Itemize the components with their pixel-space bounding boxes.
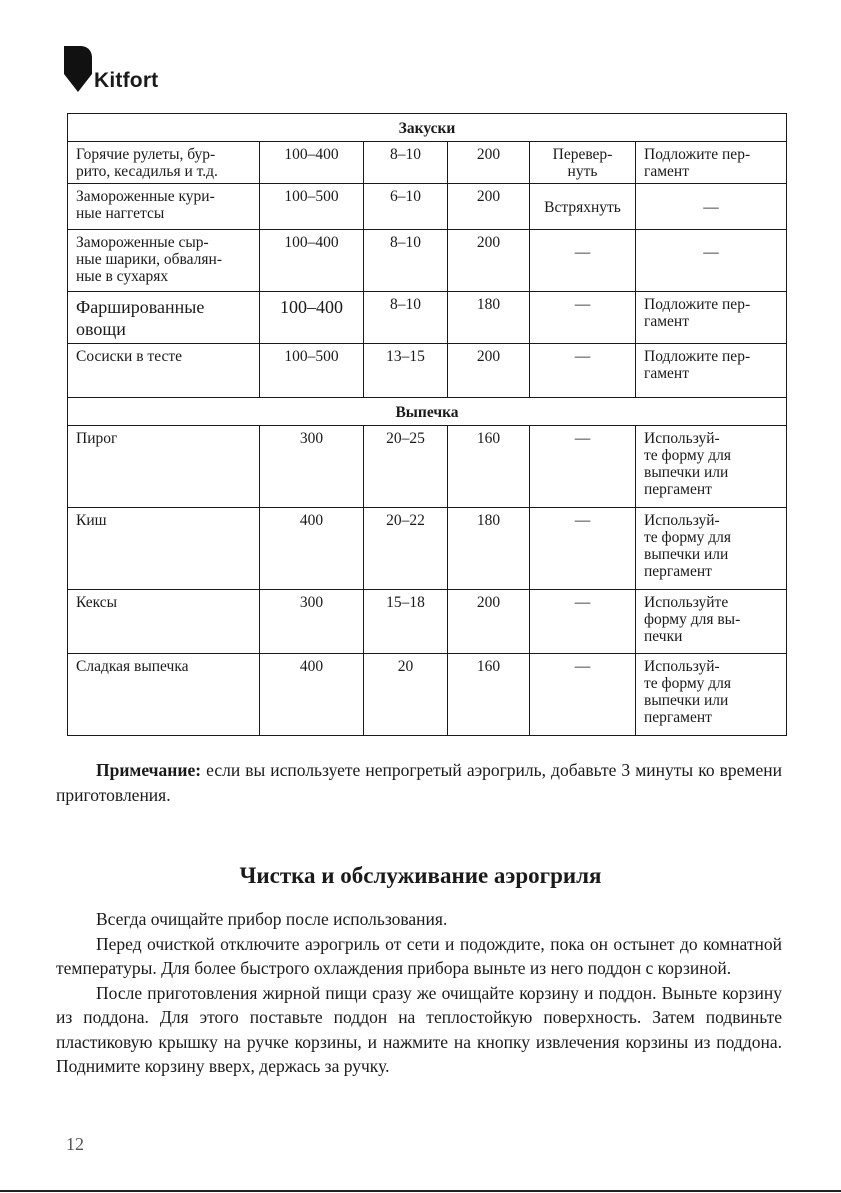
paragraph: Всегда очищайте прибор после использования. (96, 909, 448, 929)
temp-cell: 200 (448, 142, 530, 184)
weight-cell: 300 (260, 590, 364, 654)
table-row (68, 654, 787, 736)
action-cell: — (530, 292, 636, 344)
note-cell: — (636, 230, 787, 292)
time-cell: 6–10 (364, 184, 448, 230)
table-row (68, 142, 787, 184)
time-cell: 13–15 (364, 344, 448, 398)
table-row (68, 230, 787, 292)
brand-logo (64, 46, 158, 92)
time-cell: 8–10 (364, 142, 448, 184)
time-cell: 15–18 (364, 590, 448, 654)
note-cell: Используй- те форму для выпечки или пергамент (636, 508, 787, 590)
time-cell: 20–22 (364, 508, 448, 590)
time-cell: 20 (364, 654, 448, 736)
action-cell: — (530, 344, 636, 398)
table-row (68, 292, 787, 344)
section-title-snacks: Закуски (68, 114, 787, 142)
note-cell: Подложите пер- гамент (636, 292, 787, 344)
weight-cell: 100–400 (260, 142, 364, 184)
action-cell: — (530, 654, 636, 736)
temp-cell: 180 (448, 292, 530, 344)
section-title-baking: Выпечка (68, 398, 787, 426)
paragraph: После приготовления жирной пищи сразу же очищайте корзину и поддон. Выньте корзину из поддона. Для этого поставьте поддон на теплостойкую поверхность. Затем подвиньте пластиковую крышку на ручке корзины, и нажмите на кнопку извлечения корзины из поддона. Поднимите корзину вверх, держась за ручку. (56, 982, 782, 1076)
action-cell: — (530, 590, 636, 654)
section-header-row (68, 398, 787, 426)
weight-cell: 100–400 (260, 292, 364, 344)
note-paragraph (56, 758, 782, 808)
weight-cell: 400 (260, 508, 364, 590)
food-name: Замороженные сыр- ные шарики, обвалян- ные в сухарях (68, 230, 260, 292)
page-number: 12 (66, 1134, 84, 1154)
weight-cell: 100–500 (260, 184, 364, 230)
food-name: Сладкая выпечка (68, 654, 260, 736)
note-cell: Используйте форму для вы- печки (636, 590, 787, 654)
note-text: если вы используете непрогретый аэрогриль, добавьте 3 минуты ко времени приготовления. (56, 760, 782, 805)
temp-cell: 200 (448, 184, 530, 230)
table-row (68, 590, 787, 654)
temp-cell: 200 (448, 230, 530, 292)
time-cell: 20–25 (364, 426, 448, 508)
kitfort-logo-icon (64, 46, 92, 92)
food-name: Пирог (68, 426, 260, 508)
cleaning-instructions (56, 907, 782, 1079)
note-cell: Используй- те форму для выпечки или пергамент (636, 654, 787, 736)
food-name: Кексы (68, 590, 260, 654)
paragraph: Перед очисткой отключите аэрогриль от сети и подождите, пока он остынет до комнатной температуры. Для более быстрого охлаждения прибора выньте из него поддон с корзиной. (56, 933, 782, 978)
temp-cell: 200 (448, 590, 530, 654)
note-cell: Подложите пер- гамент (636, 142, 787, 184)
weight-cell: 100–500 (260, 344, 364, 398)
table-row (68, 184, 787, 230)
action-cell: — (530, 426, 636, 508)
food-name: Киш (68, 508, 260, 590)
section-header-row (68, 114, 787, 142)
food-name: Сосиски в тесте (68, 344, 260, 398)
table-row (68, 426, 787, 508)
action-cell: — (530, 230, 636, 292)
temp-cell: 180 (448, 508, 530, 590)
bottom-divider (0, 1190, 841, 1192)
weight-cell: 100–400 (260, 230, 364, 292)
action-cell: Перевер- нуть (530, 142, 636, 184)
note-cell: Используй- те форму для выпечки или пергамент (636, 426, 787, 508)
time-cell: 8–10 (364, 292, 448, 344)
food-name: Замороженные кури- ные наггетсы (68, 184, 260, 230)
weight-cell: 400 (260, 654, 364, 736)
temp-cell: 160 (448, 426, 530, 508)
temp-cell: 160 (448, 654, 530, 736)
action-cell: Встряхнуть (530, 184, 636, 230)
food-name: Горячие рулеты, бур- рито, кесадилья и т.д. (68, 142, 260, 184)
weight-cell: 300 (260, 426, 364, 508)
temp-cell: 200 (448, 344, 530, 398)
time-cell: 8–10 (364, 230, 448, 292)
note-cell: — (636, 184, 787, 230)
brand-name: Kitfort (94, 69, 159, 92)
note-cell: Подложите пер- гамент (636, 344, 787, 398)
table-row (68, 508, 787, 590)
cooking-table (67, 113, 787, 736)
table-row (68, 344, 787, 398)
food-name: Фаршированные овощи (68, 292, 260, 344)
note-label: Примечание: (96, 760, 202, 780)
section-heading: Чистка и обслуживание аэрогриля (239, 863, 602, 888)
action-cell: — (530, 508, 636, 590)
